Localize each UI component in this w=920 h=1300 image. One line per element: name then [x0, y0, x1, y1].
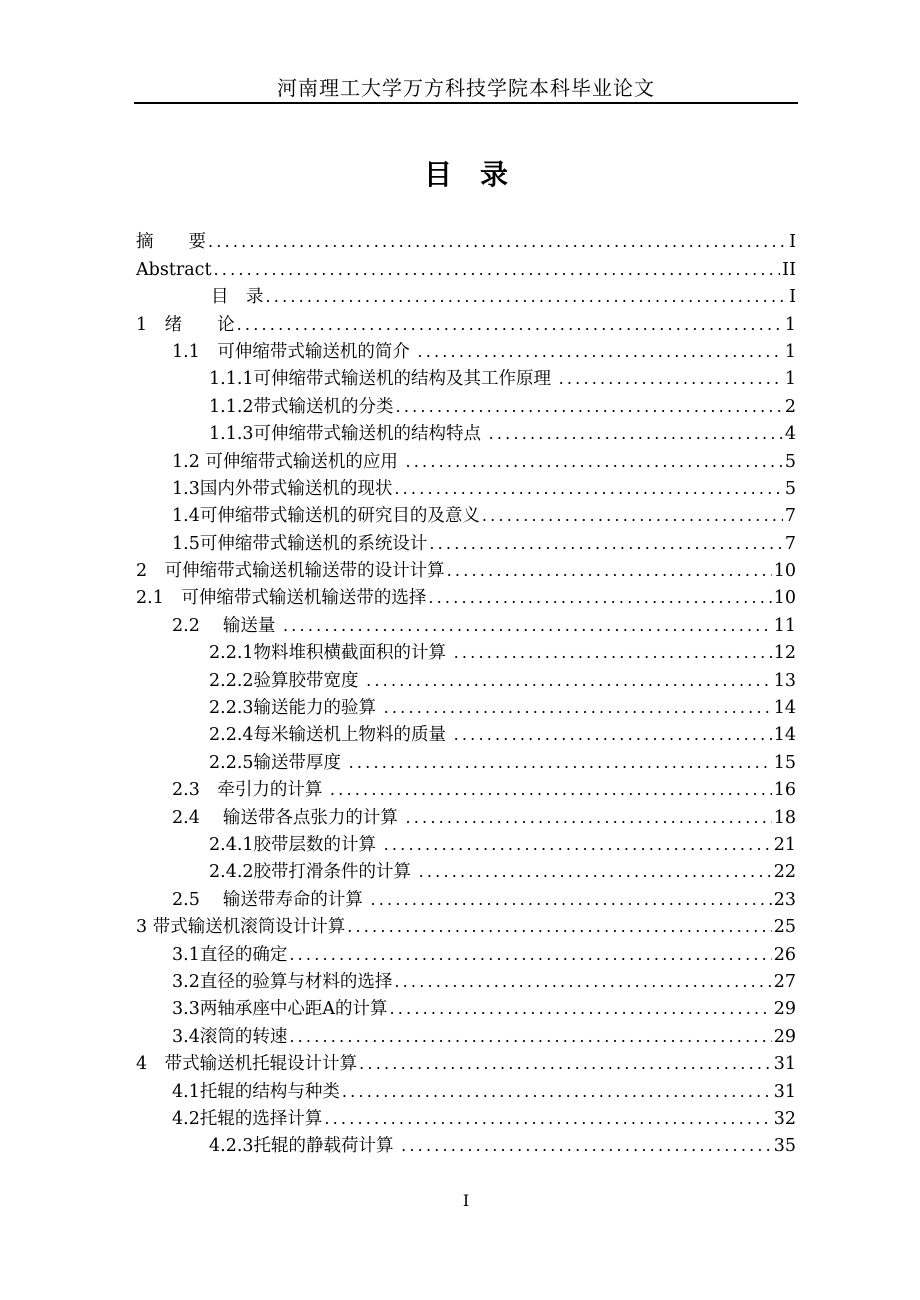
toc-entry-label: 2.2.4每米输送机上物料的质量	[209, 725, 452, 746]
toc-entry[interactable]	[136, 1076, 796, 1103]
toc-dot-leader	[489, 422, 783, 446]
toc-entry-label: 2 可伸缩带式输送机输送带的设计计算	[136, 561, 445, 582]
toc-dot-leader	[330, 778, 772, 802]
toc-entry[interactable]	[136, 391, 796, 418]
toc-entry[interactable]	[136, 254, 796, 281]
toc-entry[interactable]	[136, 967, 796, 994]
toc-entry-label: 2.2.5输送带厚度	[209, 752, 347, 773]
toc-dot-leader	[384, 696, 772, 720]
table-of-contents	[136, 227, 796, 1158]
toc-entry[interactable]	[136, 501, 796, 528]
toc-entry-label: 2.2.3输送能力的验算	[209, 698, 382, 719]
toc-entry-label: 摘 要	[136, 232, 206, 253]
toc-entry[interactable]	[136, 1049, 796, 1076]
toc-entry-page: 5	[784, 478, 796, 499]
toc-entry[interactable]	[136, 939, 796, 966]
toc-dot-leader	[454, 641, 772, 665]
toc-dot-leader	[559, 367, 783, 391]
toc-entry-label: 4.2.3托辊的静载荷计算	[209, 1136, 400, 1157]
toc-dot-leader	[289, 1025, 771, 1049]
toc-entry[interactable]	[136, 857, 796, 884]
toc-entry-label: Abstract	[136, 259, 212, 280]
toc-entry-label: 2.2 输送量	[172, 615, 281, 636]
toc-entry-label: 1 绪 论	[136, 314, 235, 335]
toc-entry-page: 7	[784, 533, 796, 554]
toc-entry[interactable]	[136, 227, 796, 254]
toc-entry-label: 2.1 可伸缩带式输送机输送带的选择	[136, 588, 427, 609]
toc-entry-label: 3.2直径的验算与材料的选择	[172, 971, 393, 992]
toc-entry[interactable]	[136, 665, 796, 692]
toc-entry-page: 31	[773, 1081, 796, 1102]
toc-entry-page: 14	[773, 725, 796, 746]
toc-entry-label: 4 带式输送机托辊设计计算	[136, 1054, 358, 1075]
toc-entry-label: 2.3 牵引力的计算	[172, 780, 328, 801]
toc-dot-leader	[214, 258, 781, 282]
toc-entry[interactable]	[136, 830, 796, 857]
page-number: I	[462, 1191, 470, 1210]
toc-dot-leader	[237, 313, 783, 337]
toc-entry-page: 2	[784, 396, 796, 417]
toc-dot-leader	[405, 450, 782, 474]
toc-entry-page: 15	[773, 752, 796, 773]
toc-entry-label: 1.1.1可伸缩带式输送机的结构及其工作原理	[209, 369, 557, 390]
toc-entry-label: 1.1.3可伸缩带式输送机的结构特点	[209, 424, 487, 445]
toc-entry-page: 1	[784, 341, 796, 362]
toc-entry-page: 4	[784, 424, 796, 445]
toc-entry-label: 2.4 输送带各点张力的计算	[172, 807, 404, 828]
toc-entry-label: 2.2.1物料堆积横截面积的计算	[209, 643, 452, 664]
toc-entry-label: 1.2 可伸缩带式输送机的应用	[172, 451, 404, 472]
toc-entry-label: 1.3国内外带式输送机的现状	[172, 478, 393, 499]
toc-entry-page: I	[789, 287, 796, 308]
toc-entry-page: 13	[773, 670, 796, 691]
toc-dot-leader	[347, 915, 772, 939]
toc-entry[interactable]	[136, 802, 796, 829]
toc-dot-leader	[417, 340, 782, 364]
toc-entry[interactable]	[136, 1131, 796, 1158]
toc-entry-page: 31	[773, 1054, 796, 1075]
toc-entry-page: 1	[784, 369, 796, 390]
toc-dot-leader	[401, 1134, 772, 1158]
toc-dot-leader	[394, 477, 783, 501]
toc-entry[interactable]	[136, 775, 796, 802]
toc-dot-leader	[283, 614, 772, 638]
toc-entry-label: 3.1直径的确定	[172, 944, 288, 965]
header-rule	[134, 102, 798, 104]
toc-dot-leader	[447, 559, 772, 583]
toc-entry[interactable]	[136, 309, 796, 336]
toc-entry[interactable]	[136, 1104, 796, 1131]
toc-dot-leader	[370, 888, 771, 912]
toc-dot-leader	[289, 943, 771, 967]
toc-entry[interactable]	[136, 474, 796, 501]
toc-entry-label: 1.1 可伸缩带式输送机的简介	[172, 341, 416, 362]
toc-entry-label: 3.3两轴承座中心距A的计算	[172, 999, 388, 1020]
toc-entry-label: 目 录	[211, 287, 264, 308]
toc-entry-page: 1	[784, 314, 796, 335]
toc-dot-leader	[454, 723, 772, 747]
toc-dot-leader	[366, 669, 772, 693]
toc-entry-page: 29	[773, 999, 796, 1020]
toc-dot-leader	[429, 532, 783, 556]
toc-entry-page: 10	[773, 588, 796, 609]
toc-entry[interactable]	[136, 884, 796, 911]
toc-entry[interactable]	[136, 638, 796, 665]
toc-entry-page: 32	[773, 1108, 796, 1129]
toc-dot-leader	[394, 970, 771, 994]
toc-dot-leader	[428, 586, 771, 610]
toc-entry-label: 1.4可伸缩带式输送机的研究目的及意义	[172, 506, 480, 527]
toc-entry-page: 18	[773, 807, 796, 828]
toc-entry[interactable]	[136, 528, 796, 555]
toc-entry-label: 2.2.2验算胶带宽度	[209, 670, 365, 691]
toc-entry[interactable]	[136, 419, 796, 446]
toc-entry[interactable]	[136, 693, 796, 720]
toc-entry-page: 10	[773, 561, 796, 582]
toc-entry-label: 2.5 输送带寿命的计算	[172, 889, 369, 910]
toc-entry[interactable]	[136, 994, 796, 1021]
toc-entry-label: 2.4.2胶带打滑条件的计算	[209, 862, 417, 883]
toc-entry[interactable]	[136, 337, 796, 364]
toc-entry-page: 7	[784, 506, 796, 527]
toc-entry-page: I	[789, 232, 796, 253]
toc-entry-page: 25	[773, 917, 796, 938]
toc-entry-page: 27	[773, 971, 796, 992]
toc-entry-page: 35	[773, 1136, 796, 1157]
toc-entry[interactable]	[136, 446, 796, 473]
toc-entry-page: 29	[773, 1026, 796, 1047]
toc-entry[interactable]	[136, 610, 796, 637]
toc-entry-label: 1.1.2带式输送机的分类	[209, 396, 394, 417]
toc-entry-label: 1.5可伸缩带式输送机的系统设计	[172, 533, 428, 554]
toc-entry[interactable]	[136, 1021, 796, 1048]
toc-entry[interactable]	[136, 912, 796, 939]
toc-dot-leader	[208, 230, 787, 254]
toc-entry-page: 26	[773, 944, 796, 965]
toc-entry-page: 5	[784, 451, 796, 472]
toc-dot-leader	[384, 833, 772, 857]
toc-entry-label: 2.4.1胶带层数的计算	[209, 834, 382, 855]
toc-dot-leader	[419, 860, 772, 884]
toc-entry[interactable]	[136, 364, 796, 391]
toc-entry-page: 12	[773, 643, 796, 664]
toc-dot-leader	[482, 504, 783, 528]
toc-entry-label: 3 带式输送机滚筒设计计算	[136, 917, 346, 938]
toc-dot-leader	[349, 751, 772, 775]
toc-entry-page: 11	[773, 615, 796, 636]
toc-entry[interactable]	[136, 583, 796, 610]
toc-entry-label: 4.1托辊的结构与种类	[172, 1081, 340, 1102]
toc-dot-leader	[324, 1107, 771, 1131]
toc-dot-leader	[266, 285, 788, 309]
toc-dot-leader	[389, 997, 771, 1021]
toc-entry-label: 4.2托辊的选择计算	[172, 1108, 323, 1129]
toc-dot-leader	[359, 1052, 772, 1076]
toc-dot-leader	[405, 806, 771, 830]
toc-entry[interactable]	[136, 556, 796, 583]
toc-entry-page: 16	[773, 780, 796, 801]
toc-title: 目 录	[423, 158, 508, 191]
toc-dot-leader	[396, 395, 783, 419]
toc-entry-page: 23	[773, 889, 796, 910]
toc-entry-page: 21	[773, 834, 796, 855]
toc-entry[interactable]	[136, 720, 796, 747]
toc-dot-leader	[342, 1080, 772, 1104]
toc-entry[interactable]	[136, 282, 796, 309]
toc-entry-page: 22	[773, 862, 796, 883]
toc-entry-page: 14	[773, 698, 796, 719]
toc-entry[interactable]	[136, 747, 796, 774]
toc-entry-page: II	[782, 259, 796, 280]
toc-entry-label: 3.4滚筒的转速	[172, 1026, 288, 1047]
running-header: 河南理工大学万方科技学院本科毕业论文	[277, 76, 655, 100]
